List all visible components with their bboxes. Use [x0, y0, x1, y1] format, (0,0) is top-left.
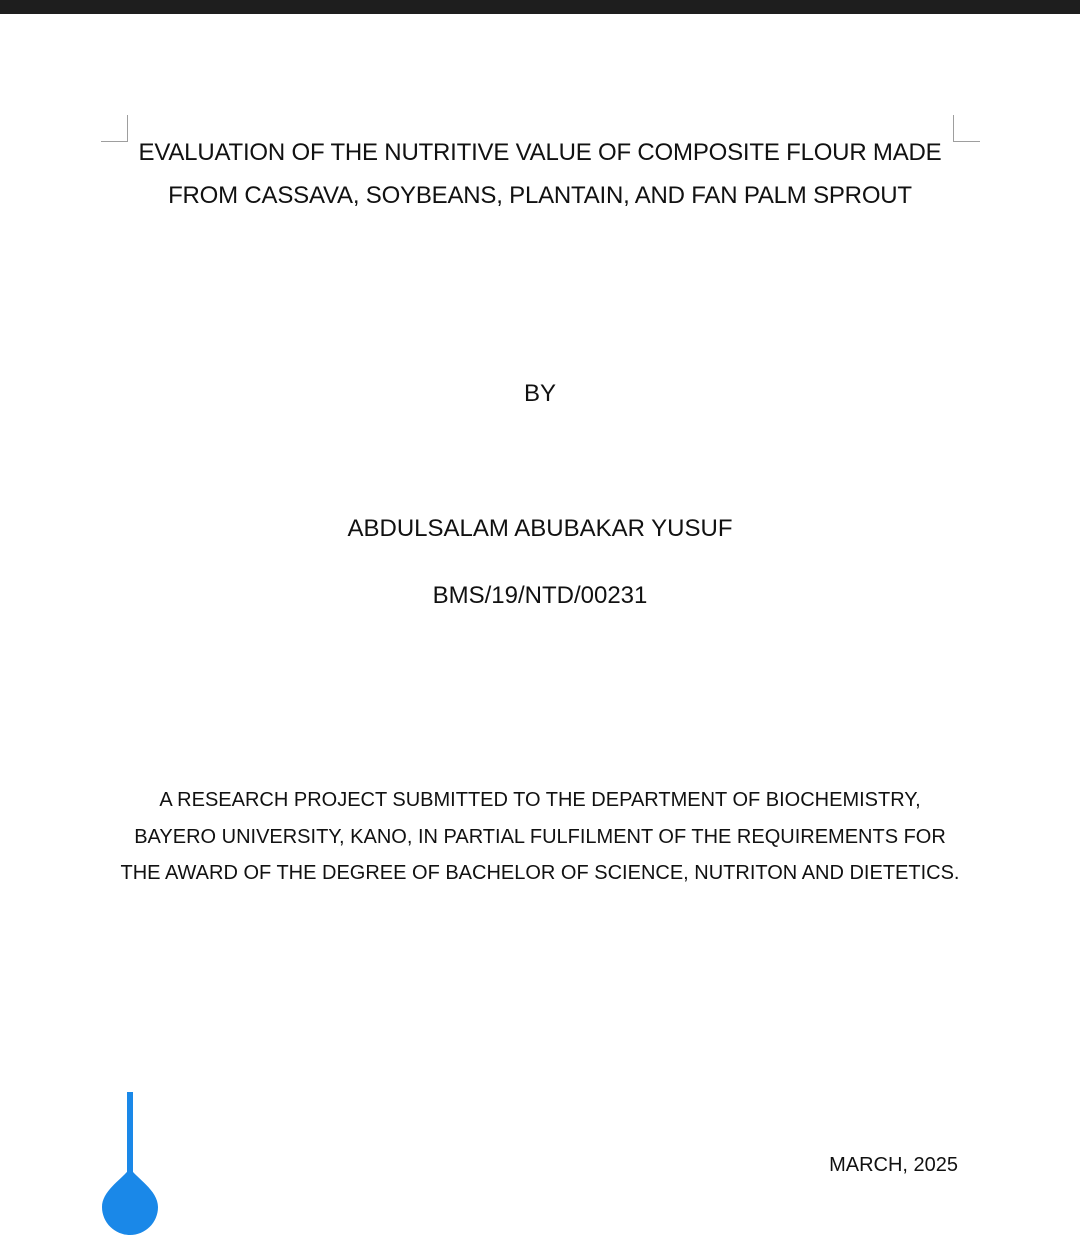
top-left-margin-mark: [101, 115, 128, 142]
document-title-line-2: FROM CASSAVA, SOYBEANS, PLANTAIN, AND FAN PALM SPROUT: [168, 182, 912, 209]
status-bar: [0, 0, 1080, 14]
document-page[interactable]: [0, 14, 1080, 1258]
top-right-margin-mark: [953, 115, 980, 142]
by-label: BY: [523, 380, 556, 407]
submission-statement-line-3: THE AWARD OF THE DEGREE OF BACHELOR OF SCIENCE, NUTRITON AND DIETETICS.: [120, 862, 960, 884]
submission-statement-line-2: BAYERO UNIVERSITY, KANO, IN PARTIAL FULFILMENT OF THE REQUIREMENTS FOR: [134, 826, 946, 848]
submission-statement-line-1: A RESEARCH PROJECT SUBMITTED TO THE DEPARTMENT OF BIOCHEMISTRY,: [159, 789, 921, 811]
author-name: ABDULSALAM ABUBAKAR YUSUF: [347, 515, 733, 542]
text-cursor-handle-icon[interactable]: [100, 1092, 160, 1242]
submission-date: MARCH, 2025: [829, 1154, 958, 1176]
document-title-line-1: EVALUATION OF THE NUTRITIVE VALUE OF COMPOSITE FLOUR MADE: [138, 139, 942, 166]
registration-number: BMS/19/NTD/00231: [432, 582, 648, 609]
